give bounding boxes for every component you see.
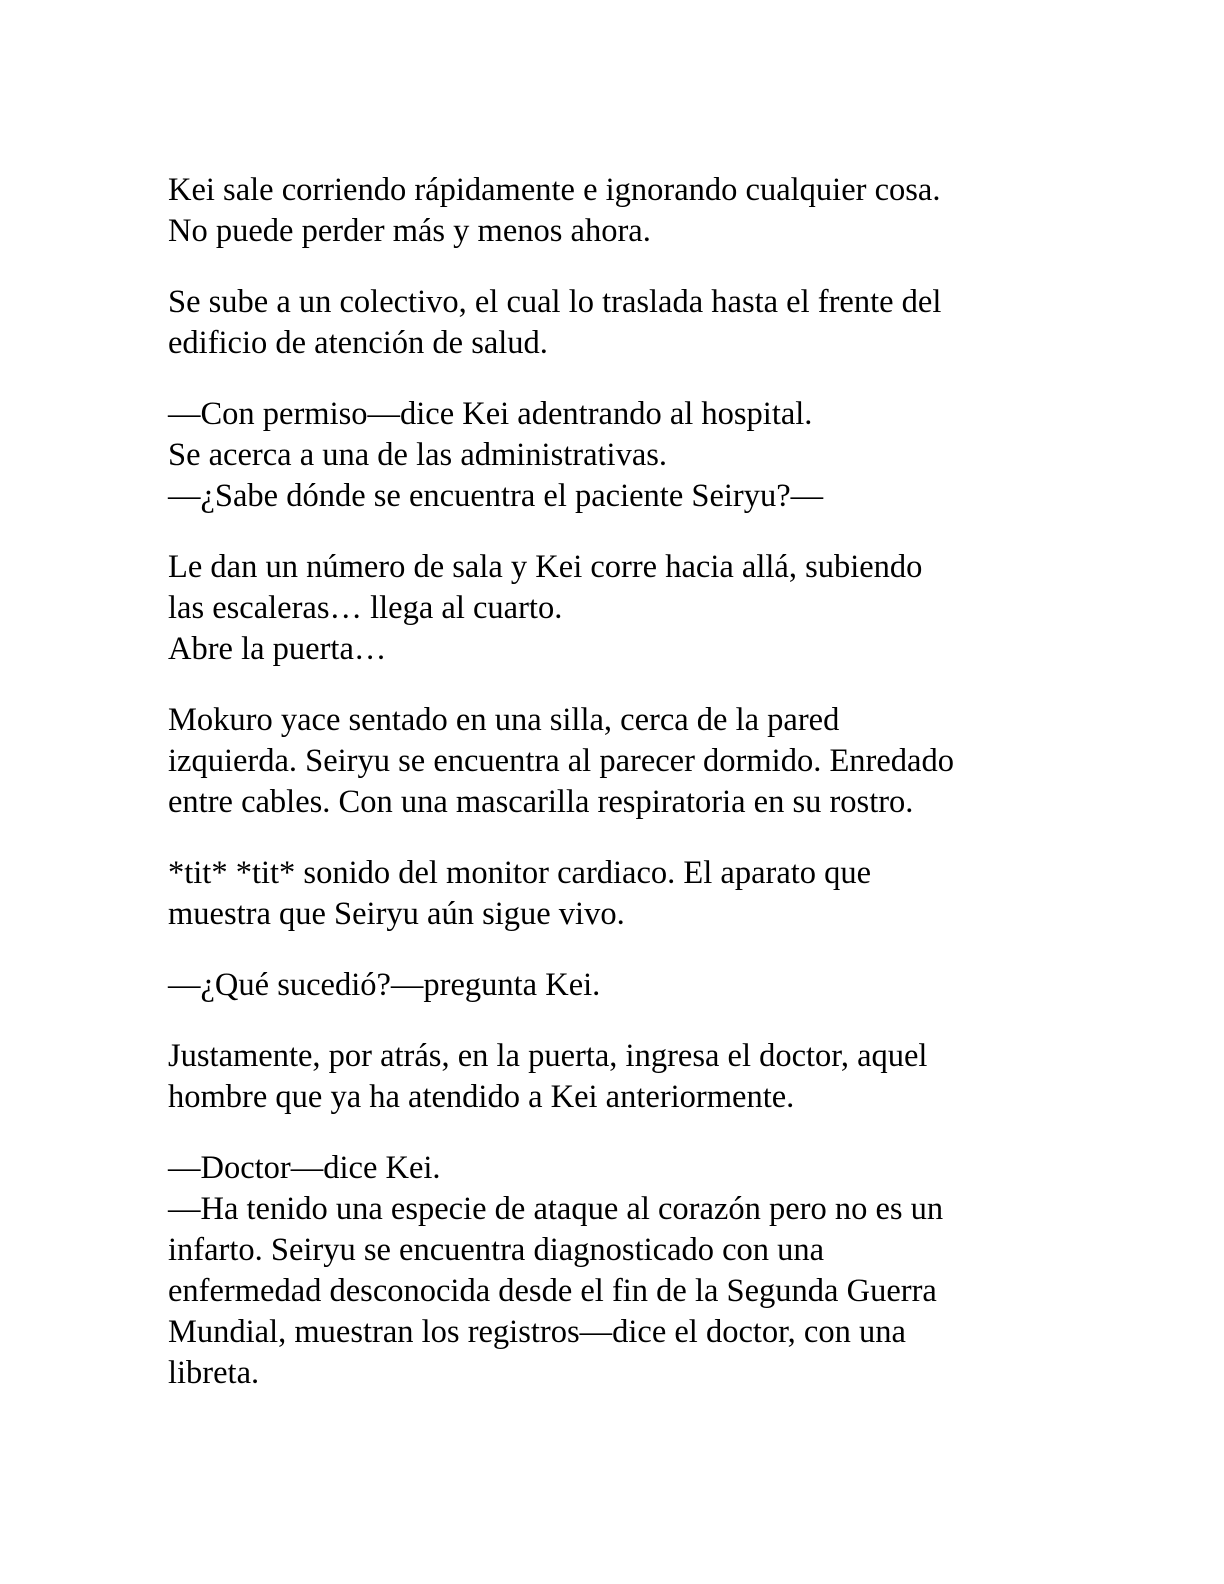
paragraph-5 [168,700,1048,823]
paragraph-4 [168,547,1048,670]
text-line: —Doctor—dice Kei. [168,1150,441,1186]
text-line: enfermedad desconocida desde el fin de la Segunda Guerra [168,1273,937,1309]
paragraph-3 [168,394,1048,517]
text-line: izquierda. Seiryu se encuentra al parecer dormido. Enredado [168,743,954,779]
text-line: Le dan un número de sala y Kei corre hacia allá, subiendo [168,549,923,585]
text-line: —Con permiso—dice Kei adentrando al hospital. [168,396,813,432]
text-line: —¿Qué sucedió?—pregunta Kei. [168,967,601,1003]
text-line: libreta. [168,1355,260,1391]
text-line: No puede perder más y menos ahora. [168,213,651,249]
text-line: —Ha tenido una especie de ataque al corazón pero no es un [168,1191,944,1227]
text-line: entre cables. Con una mascarilla respiratoria en su rostro. [168,784,914,820]
document-page [168,170,1048,1424]
text-line: infarto. Seiryu se encuentra diagnosticado con una [168,1232,825,1268]
text-line: —¿Sabe dónde se encuentra el paciente Seiryu?— [168,478,824,514]
text-line: *tit* *tit* sonido del monitor cardiaco. El aparato que [168,855,872,891]
paragraph-6 [168,853,1048,935]
text-line: Justamente, por atrás, en la puerta, ingresa el doctor, aquel [168,1038,928,1074]
text-line: Se acerca a una de las administrativas. [168,437,668,473]
text-line: Mundial, muestran los registros—dice el doctor, con una [168,1314,906,1350]
paragraph-9 [168,1148,1048,1394]
text-line: las escaleras… llega al cuarto. [168,590,563,626]
text-line: Se sube a un colectivo, el cual lo traslada hasta el frente del [168,284,942,320]
text-line: muestra que Seiryu aún sigue vivo. [168,896,625,932]
text-line: Abre la puerta… [168,631,387,667]
text-line: hombre que ya ha atendido a Kei anteriormente. [168,1079,795,1115]
paragraph-7 [168,965,1048,1006]
paragraph-2 [168,282,1048,364]
paragraph-1 [168,170,1048,252]
text-line: edificio de atención de salud. [168,325,548,361]
text-line: Kei sale corriendo rápidamente e ignorando cualquier cosa. [168,172,941,208]
text-line: Mokuro yace sentado en una silla, cerca de la pared [168,702,840,738]
paragraph-8 [168,1036,1048,1118]
